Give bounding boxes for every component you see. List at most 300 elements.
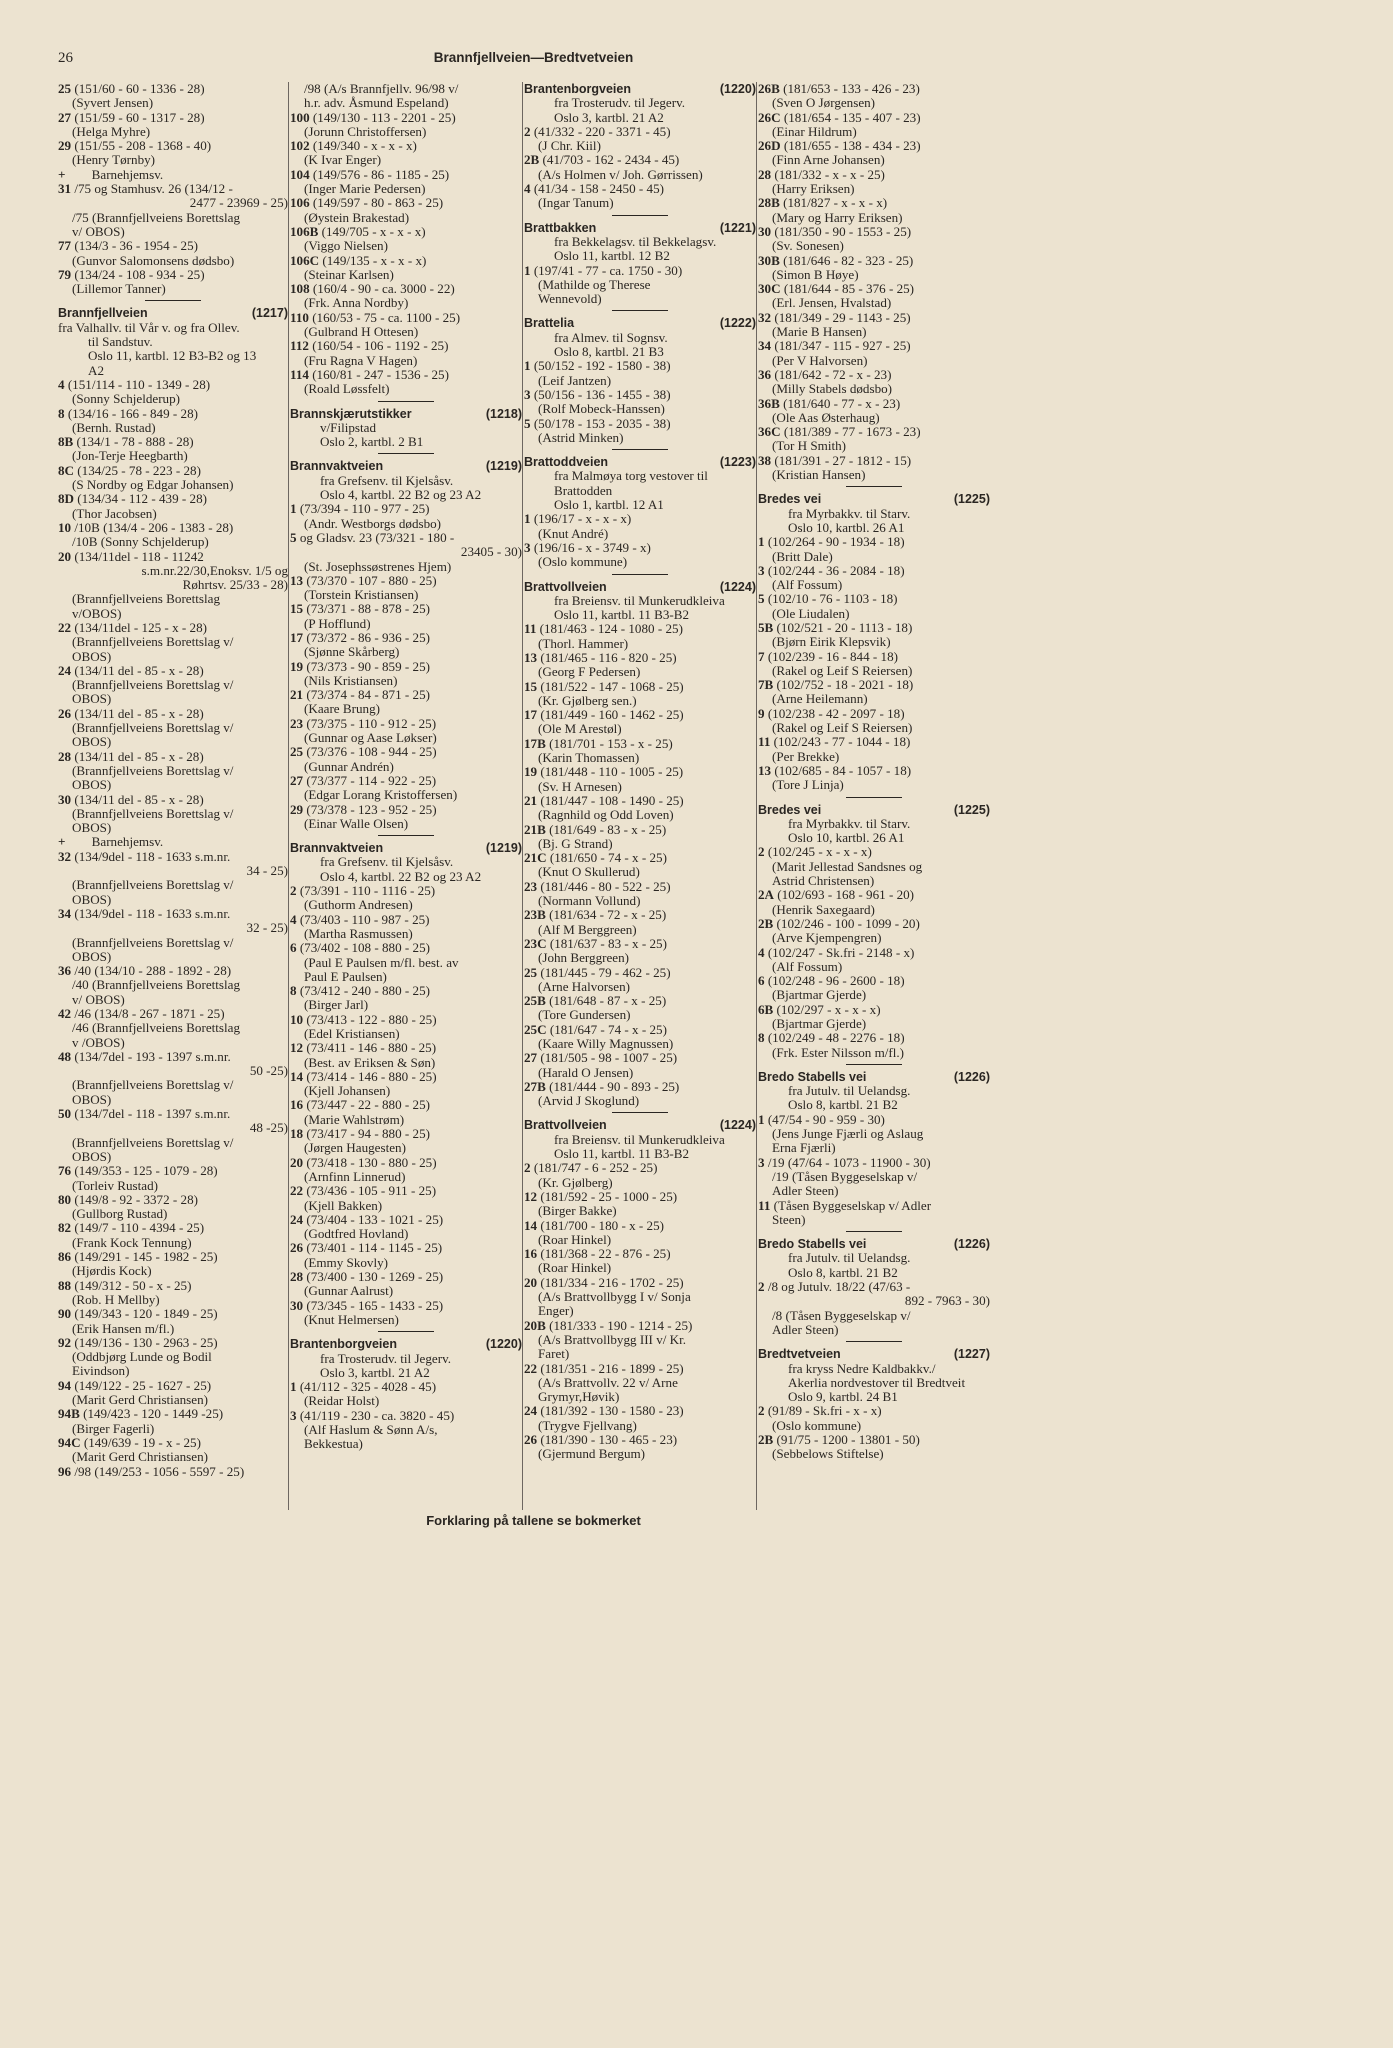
street-code: (1227) bbox=[953, 1347, 990, 1362]
owner-line: (Rob. H Mellby) bbox=[72, 1292, 160, 1307]
house-number: 36 bbox=[758, 367, 772, 382]
entry-text: (134/25 - 78 - 223 - 28) bbox=[74, 463, 201, 478]
cross-symbol: + bbox=[58, 835, 66, 850]
owner-line: Adler Steen) bbox=[772, 1184, 839, 1199]
owner-line: Bekkestua) bbox=[304, 1437, 363, 1452]
owner-line: (Gunnar Aalrust) bbox=[304, 1284, 394, 1299]
owner-line: (A/s Brattvollbygg III v/ Kr. bbox=[538, 1332, 687, 1347]
continuation-line: Røhrtsv. 25/33 - 28) bbox=[182, 578, 288, 593]
owner-line: (Arvid J Skoglund) bbox=[538, 1094, 640, 1109]
house-number: 1 bbox=[290, 502, 297, 517]
street-heading bbox=[290, 459, 522, 473]
property-entry bbox=[290, 1409, 522, 1423]
house-number: 29 bbox=[58, 139, 72, 154]
entry-text: (102/245 - x - x - x) bbox=[764, 845, 872, 860]
owner-line: (Alf Fossum) bbox=[772, 578, 843, 593]
house-number: 19 bbox=[290, 659, 304, 674]
route-description: Oslo 1, kartbl. 12 A1 bbox=[554, 498, 664, 513]
section-divider bbox=[145, 300, 201, 301]
street-heading bbox=[524, 221, 756, 235]
property-entry bbox=[524, 1051, 756, 1065]
street-name: Bredo Stabells vei bbox=[758, 1237, 867, 1252]
entry-text: (73/402 - 108 - 880 - 25) bbox=[296, 941, 431, 956]
owner-line: (Jon-Terje Heegbarth) bbox=[72, 449, 188, 464]
property-entry bbox=[290, 1184, 522, 1198]
entry-text: (181/448 - 110 - 1005 - 25) bbox=[537, 765, 684, 780]
house-number: 10 bbox=[58, 520, 72, 535]
house-number: 26 bbox=[290, 1241, 304, 1256]
entry-text: (149/122 - 25 - 1627 - 25) bbox=[71, 1378, 212, 1393]
street-code: (1221) bbox=[719, 220, 756, 235]
property-entry bbox=[524, 794, 756, 808]
entry-text: (149/343 - 120 - 1849 - 25) bbox=[71, 1307, 218, 1322]
house-number: 5 bbox=[290, 530, 297, 545]
entry-text: (197/41 - 77 - ca. 1750 - 30) bbox=[530, 263, 683, 278]
house-number: 21 bbox=[290, 688, 304, 703]
property-entry bbox=[58, 239, 288, 253]
route-description: Oslo 10, kartbl. 26 A1 bbox=[788, 831, 905, 846]
entry-text: (73/372 - 86 - 936 - 25) bbox=[303, 630, 431, 645]
property-entry bbox=[524, 851, 756, 865]
entry-text: (73/401 - 114 - 1145 - 25) bbox=[303, 1241, 443, 1256]
property-entry bbox=[290, 745, 522, 759]
property-entry bbox=[290, 631, 522, 645]
route-description: fra Myrbakkv. til Starv. bbox=[788, 506, 911, 521]
house-number: 23C bbox=[524, 936, 547, 951]
owner-line: (Bjartmar Gjerde) bbox=[772, 1017, 867, 1031]
owner-line: (Brannfjellveiens Borettslag v/ bbox=[72, 1135, 234, 1150]
entry-text: (181/592 - 25 - 1000 - 25) bbox=[537, 1189, 678, 1204]
owner-line: OBOS) bbox=[72, 949, 112, 964]
owner-line: (Rakel og Leif S Reiersen) bbox=[772, 663, 913, 678]
entry-text: (196/17 - x - x - x) bbox=[530, 512, 632, 527]
house-number: 1 bbox=[524, 512, 531, 527]
house-number: 8C bbox=[58, 463, 75, 478]
entry-text: (73/414 - 146 - 880 - 25) bbox=[303, 1069, 437, 1084]
entry-text: (151/114 - 110 - 1349 - 28) bbox=[64, 377, 211, 392]
owner-line: (Alf Haslum & Sønn A/s, bbox=[304, 1423, 438, 1438]
owner-line: h.r. adv. Åsmund Espeland) bbox=[304, 96, 449, 111]
owner-line: (Harry Eriksen) bbox=[772, 182, 855, 197]
owner-line: (Helga Myhre) bbox=[72, 124, 151, 139]
entry-text: (134/11 del - 85 - x - 28) bbox=[71, 749, 204, 764]
property-entry bbox=[524, 182, 756, 196]
property-entry bbox=[524, 1362, 756, 1376]
house-number: 88 bbox=[58, 1278, 72, 1293]
house-number: 2 bbox=[524, 124, 531, 139]
house-number: 18 bbox=[290, 1127, 304, 1142]
entry-text: (181/827 - x - x - x) bbox=[779, 196, 888, 211]
house-number: 2B bbox=[758, 1433, 774, 1448]
entry-text: (73/418 - 130 - 880 - 25) bbox=[303, 1155, 437, 1170]
property-entry bbox=[758, 707, 990, 721]
property-entry bbox=[524, 264, 756, 278]
entry-text: (50/152 - 192 - 1580 - 38) bbox=[530, 359, 671, 374]
house-number: 9 bbox=[758, 706, 765, 721]
owner-line: (Ragnhild og Odd Loven) bbox=[538, 808, 674, 823]
owner-line: (Gunnar og Aase Løkser) bbox=[304, 731, 437, 746]
entry-text: (160/53 - 75 - ca. 1100 - 25) bbox=[308, 310, 461, 325]
owner-line: (Fru Ragna V Hagen) bbox=[304, 353, 418, 368]
property-entry bbox=[58, 1007, 288, 1021]
entry-text: (181/349 - 29 - 1143 - 25) bbox=[771, 310, 911, 325]
section-divider bbox=[378, 1331, 434, 1332]
owner-line: (Alf M Berggreen) bbox=[538, 922, 637, 937]
house-number: 76 bbox=[58, 1164, 72, 1179]
property-entry bbox=[758, 139, 990, 153]
property-entry bbox=[58, 907, 288, 921]
property-entry bbox=[758, 1031, 990, 1045]
entry-text: (149/639 - 19 - x - 25) bbox=[80, 1435, 201, 1450]
entry-text: (102/10 - 76 - 1103 - 18) bbox=[764, 592, 898, 607]
house-number: 3 bbox=[524, 540, 531, 555]
house-number: 102 bbox=[290, 139, 310, 154]
owner-line: (Oddbjørg Lunde og Bodil bbox=[72, 1350, 212, 1365]
property-entry bbox=[524, 622, 756, 636]
house-number: 1 bbox=[290, 1380, 297, 1395]
property-entry bbox=[58, 268, 288, 282]
owner-line: (Leif Jantzen) bbox=[538, 373, 612, 388]
owner-line: Astrid Christensen) bbox=[772, 874, 875, 889]
entry-text: (149/136 - 130 - 2963 - 25) bbox=[71, 1335, 218, 1350]
owner-line: (Sonny Schjelderup) bbox=[72, 392, 181, 407]
property-entry bbox=[290, 1213, 522, 1227]
property-entry bbox=[758, 282, 990, 296]
property-entry bbox=[524, 359, 756, 373]
house-number: 32 bbox=[58, 849, 72, 864]
entry-text: (181/449 - 160 - 1462 - 25) bbox=[537, 708, 684, 723]
owner-line: (Milly Stabels dødsbo) bbox=[772, 382, 893, 397]
property-entry bbox=[58, 1407, 288, 1421]
owner-line: (Einar Hildrum) bbox=[772, 124, 857, 139]
house-number: 32 bbox=[758, 310, 772, 325]
entry-text: (181/647 - 74 - x - 25) bbox=[546, 1022, 667, 1037]
entry-text: (181/634 - 72 - x - 25) bbox=[545, 908, 667, 923]
property-entry bbox=[290, 688, 522, 702]
house-number: 3 bbox=[758, 1155, 765, 1170]
street-heading bbox=[758, 803, 990, 817]
owner-line: Paul E Paulsen) bbox=[304, 969, 387, 984]
entry-text: (73/400 - 130 - 1269 - 25) bbox=[303, 1270, 444, 1285]
owner-line: v /OBOS) bbox=[72, 1035, 125, 1050]
house-number: 4 bbox=[290, 912, 297, 927]
property-entry bbox=[58, 1221, 288, 1235]
house-number: 94C bbox=[58, 1435, 81, 1450]
owner-line: (Bernh. Rustad) bbox=[72, 420, 156, 435]
entry-text: (41/332 - 220 - 3371 - 45) bbox=[530, 124, 671, 139]
property-entry bbox=[290, 941, 522, 955]
entry-text: (149/576 - 86 - 1185 - 25) bbox=[309, 167, 450, 182]
house-number: 30B bbox=[758, 253, 780, 268]
entry-text: (181/446 - 80 - 522 - 25) bbox=[537, 879, 671, 894]
house-number: 24 bbox=[58, 663, 72, 678]
entry-text: (134/16 - 166 - 849 - 28) bbox=[64, 406, 199, 421]
house-number: 112 bbox=[290, 339, 309, 354]
page-title: Brannfjellveien—Bredtvetveien bbox=[433, 50, 634, 65]
house-number: 94 bbox=[58, 1378, 72, 1393]
entry-text: (102/693 - 168 - 961 - 20) bbox=[774, 888, 915, 903]
owner-line: (Steinar Karlsen) bbox=[304, 267, 394, 282]
entry-text: (134/3 - 36 - 1954 - 25) bbox=[71, 239, 199, 254]
street-heading bbox=[524, 316, 756, 330]
house-number: 19 bbox=[524, 765, 538, 780]
entry-text: (73/378 - 123 - 952 - 25) bbox=[303, 802, 437, 817]
owner-line: (Emmy Skovly) bbox=[304, 1255, 389, 1270]
continuation-line: 892 - 7963 - 30) bbox=[904, 1294, 990, 1309]
entry-text: (149/353 - 125 - 1079 - 28) bbox=[71, 1164, 218, 1179]
entry-text: (41/119 - 230 - ca. 3820 - 45) bbox=[296, 1408, 455, 1423]
route-description: fra Trosterudv. til Jegerv. bbox=[320, 1351, 452, 1366]
property-entry bbox=[758, 1280, 990, 1294]
route-description: fra Breiensv. til Munkerudkleiva bbox=[554, 593, 725, 608]
property-entry bbox=[290, 1098, 522, 1112]
owner-line: (Brannfjellveiens Borettslag v/ bbox=[72, 635, 234, 650]
house-number: 11 bbox=[758, 735, 771, 750]
property-entry bbox=[290, 282, 522, 296]
owner-line: (Kr. Gjølberg) bbox=[538, 1175, 613, 1190]
entry-text: (102/246 - 100 - 1099 - 20) bbox=[773, 916, 920, 931]
entry-text: (91/89 - Sk.fri - x - x) bbox=[764, 1404, 882, 1419]
house-number: 1 bbox=[758, 535, 765, 550]
section-divider bbox=[378, 835, 434, 836]
street-code: (1217) bbox=[251, 306, 288, 321]
property-entry bbox=[290, 1127, 522, 1141]
house-number: 48 bbox=[58, 1049, 72, 1064]
route-description: Oslo 11, kartbl. 12 B2 bbox=[554, 249, 670, 264]
property-entry bbox=[524, 1433, 756, 1447]
street-code: (1224) bbox=[719, 579, 756, 594]
route-description: fra Almev. til Sognsv. bbox=[554, 330, 668, 345]
property-entry bbox=[758, 368, 990, 382]
house-number: 23 bbox=[524, 879, 538, 894]
house-number: 26 bbox=[524, 1433, 538, 1448]
route-description: Oslo 3, kartbl. 21 A2 bbox=[320, 1365, 430, 1380]
house-number: 20 bbox=[524, 1275, 538, 1290]
entry-text: (149/312 - 50 - x - 25) bbox=[71, 1278, 192, 1293]
cross-street-marker bbox=[58, 835, 288, 849]
owner-line: (Knut O Skullerud) bbox=[538, 865, 640, 880]
entry-text: /40 (134/10 - 288 - 1892 - 28) bbox=[71, 964, 232, 979]
property-entry bbox=[58, 139, 288, 153]
property-entry bbox=[758, 564, 990, 578]
street-heading bbox=[290, 1337, 522, 1351]
house-number: 22 bbox=[524, 1361, 538, 1376]
house-number: 12 bbox=[524, 1189, 538, 1204]
entry-text: (181/334 - 216 - 1702 - 25) bbox=[537, 1275, 684, 1290]
property-entry bbox=[290, 1070, 522, 1084]
house-number: 108 bbox=[290, 282, 310, 297]
house-number: 7 bbox=[758, 649, 765, 664]
owner-line: (Karin Thomassen) bbox=[538, 751, 640, 766]
house-number: 17 bbox=[290, 630, 304, 645]
house-number: 15 bbox=[290, 602, 304, 617]
house-number: 30 bbox=[58, 792, 72, 807]
house-number: 21C bbox=[524, 851, 547, 866]
column-divider bbox=[288, 82, 289, 1510]
route-description: Brattodden bbox=[554, 483, 613, 498]
entry-text: (73/447 - 22 - 880 - 25) bbox=[303, 1098, 431, 1113]
house-number: 3 bbox=[758, 563, 765, 578]
route-description: Oslo 8, kartbl. 21 B3 bbox=[554, 345, 664, 360]
house-number: 34 bbox=[758, 339, 772, 354]
property-entry bbox=[290, 111, 522, 125]
property-entry bbox=[524, 908, 756, 922]
entry-text: (181/463 - 124 - 1080 - 25) bbox=[536, 622, 683, 637]
property-entry bbox=[58, 492, 288, 506]
house-number: 17 bbox=[524, 708, 538, 723]
street-name: Brannskjærutstikker bbox=[290, 406, 412, 421]
route-description: fra Bekkelagsv. til Bekkelagsv. bbox=[554, 234, 717, 249]
property-entry bbox=[758, 454, 990, 468]
owner-line: OBOS) bbox=[72, 1092, 112, 1107]
property-entry bbox=[758, 888, 990, 902]
street-name: Brattvollveien bbox=[524, 579, 607, 594]
entry-text: (73/417 - 94 - 880 - 25) bbox=[303, 1127, 431, 1142]
house-number: 28 bbox=[758, 167, 772, 182]
entry-text: (181/640 - 77 - x - 23) bbox=[779, 396, 901, 411]
owner-line: Grymyr,Høvik) bbox=[538, 1390, 620, 1405]
property-entry bbox=[758, 974, 990, 988]
house-number: 25C bbox=[524, 1022, 547, 1037]
house-number: 20 bbox=[58, 549, 72, 564]
owner-line: OBOS) bbox=[72, 649, 112, 664]
property-entry bbox=[58, 550, 288, 564]
house-number: 23 bbox=[290, 716, 304, 731]
street-code: (1220) bbox=[719, 82, 756, 96]
owner-line: (Sv. Sonesen) bbox=[772, 239, 844, 254]
entry-text: (50/156 - 136 - 1455 - 38) bbox=[530, 387, 671, 402]
house-number: 38 bbox=[758, 453, 772, 468]
owner-line: (Kristian Hansen) bbox=[772, 468, 866, 483]
entry-text: (134/11 del - 85 - x - 28) bbox=[71, 706, 204, 721]
property-entry bbox=[58, 1050, 288, 1064]
property-entry bbox=[290, 660, 522, 674]
house-number: 3 bbox=[524, 387, 531, 402]
entry-text: (41/34 - 158 - 2450 - 45) bbox=[530, 182, 665, 197]
owner-line: (S Nordby og Edgar Johansen) bbox=[72, 478, 234, 493]
street-name: Brattoddveien bbox=[524, 455, 609, 470]
house-number: 1 bbox=[758, 1112, 765, 1127]
house-number: 22 bbox=[58, 620, 72, 635]
property-entry bbox=[58, 82, 288, 96]
house-number: 2 bbox=[524, 1161, 531, 1176]
house-number: 86 bbox=[58, 1250, 72, 1265]
entry-text: (102/239 - 16 - 844 - 18) bbox=[764, 649, 899, 664]
property-entry bbox=[524, 125, 756, 139]
house-number: 14 bbox=[524, 1218, 538, 1233]
route-description: fra kryss Nedre Kaldbakkv./ bbox=[788, 1361, 936, 1376]
owner-line: (Paul E Paulsen m/fl. best. av bbox=[304, 955, 459, 970]
owner-line: (Tor H Smith) bbox=[772, 439, 847, 454]
property-entry bbox=[758, 82, 990, 96]
owner-line: (Arve Kjempengren) bbox=[772, 931, 882, 946]
owner-line: (Britt Dale) bbox=[772, 549, 833, 564]
property-entry bbox=[758, 196, 990, 210]
owner-line: OBOS) bbox=[72, 892, 112, 907]
house-number: 25B bbox=[524, 994, 546, 1009]
property-entry bbox=[758, 735, 990, 749]
street-name: Brannfjellveien bbox=[58, 306, 148, 321]
owner-line: v/OBOS) bbox=[72, 606, 122, 621]
owner-line: (Brannfjellveiens Borettslag v/ bbox=[72, 763, 234, 778]
property-entry bbox=[58, 1336, 288, 1350]
entry-text: (181/642 - 72 - x - 23) bbox=[771, 367, 892, 382]
entry-text: (181/646 - 82 - 323 - 25) bbox=[779, 253, 914, 268]
street-code: (1223) bbox=[719, 455, 756, 470]
property-entry bbox=[290, 774, 522, 788]
entry-text: (181/700 - 180 - x - 25) bbox=[537, 1218, 665, 1233]
entry-text: og Gladsv. 23 (73/321 - 180 - bbox=[296, 530, 455, 545]
house-number: 30C bbox=[758, 282, 781, 297]
street-heading bbox=[524, 580, 756, 594]
street-name: Bredo Stabells vei bbox=[758, 1069, 867, 1084]
entry-text: (149/597 - 80 - 863 - 25) bbox=[309, 196, 444, 211]
property-entry bbox=[524, 966, 756, 980]
property-entry bbox=[58, 1164, 288, 1178]
owner-line: (Sebbelows Stiftelse) bbox=[772, 1447, 884, 1462]
house-number: 8 bbox=[290, 984, 297, 999]
owner-line: (Rolf Mobeck-Hanssen) bbox=[538, 402, 665, 417]
street-code: (1220) bbox=[485, 1337, 522, 1352]
owner-line: (Kr. Gjølberg sen.) bbox=[538, 693, 637, 708]
property-entry bbox=[58, 1307, 288, 1321]
owner-line: (Frk. Anna Nordby) bbox=[304, 296, 409, 311]
property-entry bbox=[524, 1161, 756, 1175]
house-number: 4 bbox=[58, 377, 65, 392]
continuation-line: 50 -25) bbox=[249, 1064, 288, 1079]
entry-text: (181/637 - 83 - x - 25) bbox=[546, 936, 667, 951]
entry-text: /46 (134/8 - 267 - 1871 - 25) bbox=[71, 1007, 225, 1021]
entry-text: (149/7 - 110 - 4394 - 25) bbox=[71, 1221, 205, 1236]
entry-text: (181/347 - 115 - 927 - 25) bbox=[771, 339, 911, 354]
property-entry bbox=[758, 339, 990, 353]
owner-line: (Torleiv Rustad) bbox=[72, 1178, 158, 1193]
owner-line: (Arne Halvorsen) bbox=[538, 979, 630, 994]
owner-line: (Birger Jarl) bbox=[304, 998, 369, 1013]
entry-text: (73/373 - 90 - 859 - 25) bbox=[303, 659, 431, 674]
house-number: 6B bbox=[758, 1002, 774, 1017]
owner-line: (Simon B Høye) bbox=[772, 267, 859, 282]
owner-line: (Harald O Jensen) bbox=[538, 1065, 634, 1080]
property-entry bbox=[758, 650, 990, 664]
house-number: 12 bbox=[290, 1041, 304, 1056]
entry-text: (181/655 - 138 - 434 - 23) bbox=[780, 139, 921, 154]
house-number: 3 bbox=[290, 1408, 297, 1423]
owner-line: (Roar Hinkel) bbox=[538, 1232, 612, 1247]
column-4 bbox=[758, 82, 990, 1462]
entry-text: (151/59 - 60 - 1317 - 28) bbox=[71, 110, 205, 125]
owner-line: (Henry Tørnby) bbox=[72, 153, 156, 168]
entry-text: (149/130 - 113 - 2201 - 25) bbox=[309, 110, 456, 125]
entry-text: (102/297 - x - x - x) bbox=[773, 1002, 881, 1017]
street-name: Brantenborgveien bbox=[290, 1337, 397, 1352]
entry-text: (134/1 - 78 - 888 - 28) bbox=[73, 435, 194, 450]
house-number: 2 bbox=[758, 845, 765, 860]
house-number: 25 bbox=[524, 965, 538, 980]
house-number: 2 bbox=[758, 1404, 765, 1419]
property-entry bbox=[524, 1219, 756, 1233]
entry-text: (102/248 - 96 - 2600 - 18) bbox=[764, 974, 905, 989]
route-description: Oslo 3, kartbl. 21 A2 bbox=[554, 110, 664, 125]
property-entry bbox=[524, 880, 756, 894]
property-entry bbox=[290, 1270, 522, 1284]
entry-text: (50/178 - 153 - 2035 - 38) bbox=[530, 416, 671, 431]
entry-text: (73/436 - 105 - 911 - 25) bbox=[303, 1184, 437, 1199]
property-entry bbox=[58, 1193, 288, 1207]
property-entry bbox=[524, 1276, 756, 1290]
house-number: 5 bbox=[524, 416, 531, 431]
cross-street-marker bbox=[58, 168, 288, 182]
